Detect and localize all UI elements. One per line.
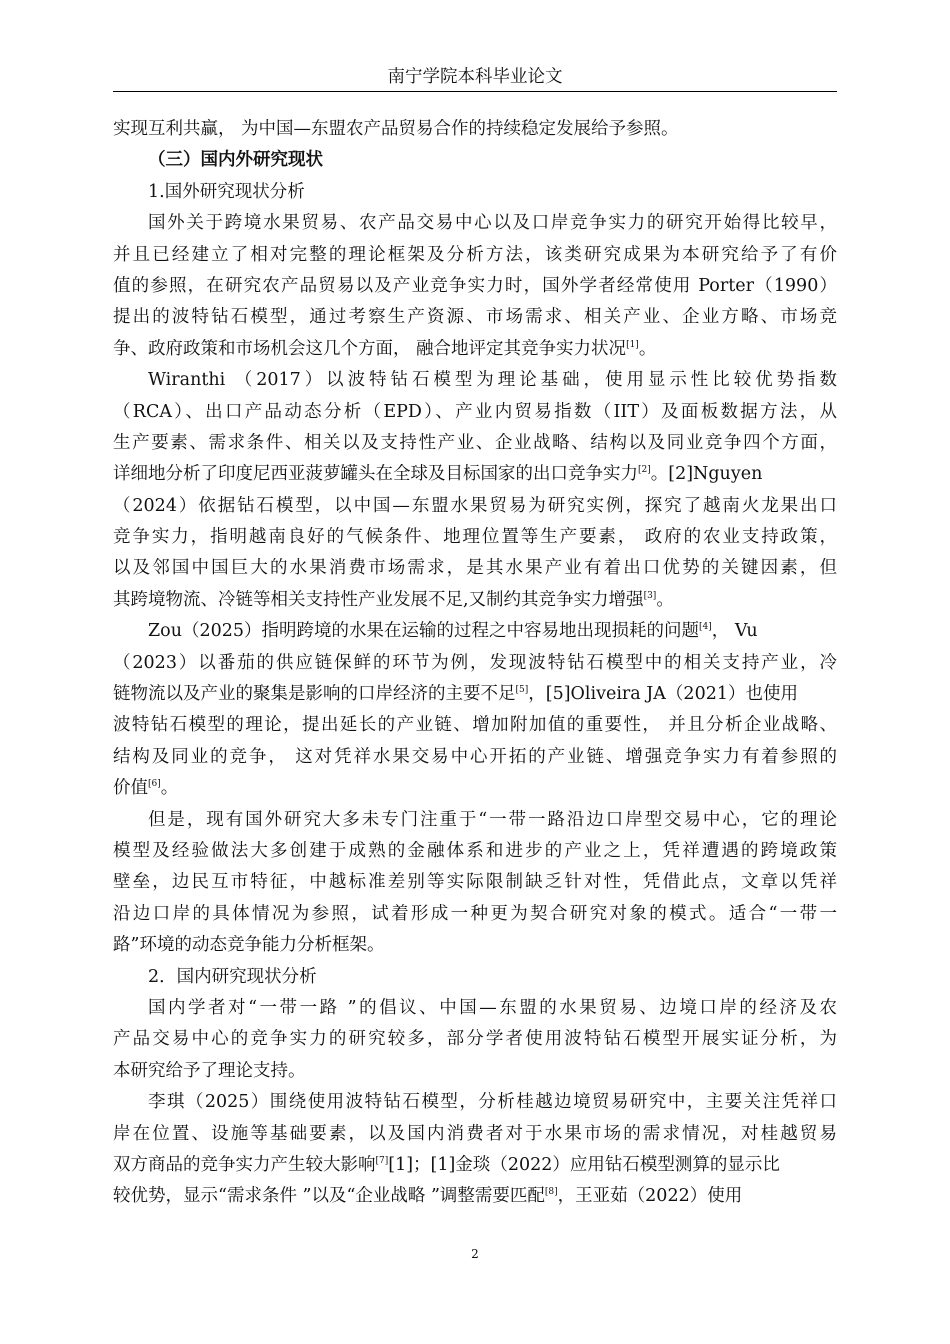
paragraph-line: 竞争实力，指明越南良好的气候条件、地理位置等生产要素， 政府的农业支持政策， bbox=[113, 527, 837, 548]
paragraph-line: 生产要素、需求条件、相关以及支持性产业、企业战略、结构以及同业竞争四个方面， bbox=[113, 432, 837, 453]
subsection-heading: 2．国内研究现状分析 bbox=[148, 966, 317, 987]
line-text: 。[2]Nguyen bbox=[650, 464, 763, 485]
paragraph-line: 但是，现有国外研究大多未专门注重于“一带一路沿边口岸型交易中心，它的理论 bbox=[148, 809, 837, 830]
citation-ref: [8] bbox=[544, 1187, 558, 1198]
citation-ref: [3] bbox=[643, 591, 657, 602]
paragraph-line: 值的参照，在研究农产品贸易以及产业竞争实力时，国外学者经常使用 Porter（1990） bbox=[113, 275, 837, 296]
section-heading: （三）国内外研究现状 bbox=[148, 150, 323, 171]
citation-ref: [4] bbox=[699, 622, 712, 633]
line-text: ，[5]Oliveira JA（2021）也使用 bbox=[528, 684, 798, 705]
paragraph-line: 国外关于跨境水果贸易、农产品交易中心以及口岸竞争实力的研究开始得比较早， bbox=[148, 213, 837, 234]
line-text: Zou（2025）指明跨境的水果在运输的过程之中容易地出现损耗的问题 bbox=[148, 621, 700, 642]
paragraph-line bbox=[113, 1150, 837, 1181]
paragraph-line: 波特钻石模型的理论，提出延长的产业链、增加附加值的重要性， 并且分析企业战略、 bbox=[113, 715, 837, 736]
document-body bbox=[113, 114, 837, 1213]
paragraph-line: Wiranthi （2017）以波特钻石模型为理论基础，使用显示性比较优势指数 bbox=[148, 370, 837, 391]
paragraph-line: 模型及经验做法大多创建于成熟的金融体系和进步的产业之上，凭祥遭遇的跨境政策 bbox=[113, 840, 837, 861]
line-text: 价值 bbox=[113, 778, 148, 799]
paragraph-line: 本研究给予了理论支持。 bbox=[113, 1060, 306, 1081]
paragraph-line: 路”环境的动态竞争能力分析框架。 bbox=[113, 935, 385, 956]
paragraph-line bbox=[113, 585, 837, 616]
page-header: 南宁学院本科毕业论文 bbox=[113, 64, 837, 92]
paragraph-line: 实现互利共赢， 为中国—东盟农产品贸易合作的持续稳定发展给予参照。 bbox=[113, 119, 679, 139]
line-text: 详细地分析了印度尼西亚菠萝罐头在全球及目标国家的出口竞争实力 bbox=[113, 464, 638, 485]
paragraph-line: 产品交易中心的竞争实力的研究较多，部分学者使用波特钻石模型开展实证分析，为 bbox=[113, 1029, 837, 1050]
paragraph-line: （2024）依据钻石模型，以中国—东盟水果贸易为研究实例，探究了越南火龙果出口 bbox=[113, 495, 837, 516]
line-text: 。 bbox=[160, 778, 179, 799]
paragraph-line: （2023）以番茄的供应链保鲜的环节为例，发现波特钻石模型中的相关支持产业，冷 bbox=[113, 652, 837, 673]
paragraph-line bbox=[113, 459, 837, 490]
subsection-heading: 1.国外研究现状分析 bbox=[148, 181, 305, 202]
citation-ref: [5] bbox=[515, 685, 529, 696]
line-text: 其跨境物流、冷链等相关支持性产业发展不足,又制约其竞争实力增强 bbox=[113, 589, 644, 610]
citation-ref: [6] bbox=[148, 779, 161, 790]
citation-ref: [1] bbox=[626, 339, 639, 350]
line-text: 链物流以及产业的聚集是影响的口岸经济的主要不足 bbox=[113, 684, 516, 705]
paragraph-line: 结构及同业的竞争， 这对凭祥水果交易中心开拓的产业链、增强竞争实力有着参照的 bbox=[113, 746, 837, 767]
citation-ref: [7] bbox=[375, 1156, 389, 1167]
paragraph-line: （RCA）、出口产品动态分析（EPD）、产业内贸易指数（IIT）及面板数据方法，从 bbox=[113, 401, 837, 422]
paragraph-line: 沿边口岸的具体情况为参照，试着形成一种更为契合研究对象的模式。适合“一带一 bbox=[113, 903, 837, 924]
paragraph-line: 以及邻国中国巨大的水果消费市场需求，是其水果产业有着出口优势的关键因素，但 bbox=[113, 558, 837, 579]
citation-ref: [2] bbox=[638, 465, 651, 476]
paragraph-line bbox=[113, 334, 837, 365]
paragraph-line bbox=[113, 679, 837, 710]
line-text: 双方商品的竞争实力产生较大影响 bbox=[113, 1154, 376, 1175]
line-text: 。 bbox=[638, 338, 657, 359]
paragraph-line: 岸在位置、设施等基础要素，以及国内消费者对于水果市场的需求情况，对桂越贸易 bbox=[113, 1123, 837, 1144]
paragraph-line: 国内学者对“一带一路 ”的倡议、中国—东盟的水果贸易、边境口岸的经济及农 bbox=[148, 997, 837, 1018]
paragraph-line: 李琪（2025）围绕使用波特钻石模型，分析桂越边境贸易研究中，主要关注凭祥口 bbox=[148, 1092, 837, 1113]
paragraph-line bbox=[113, 773, 837, 804]
line-text: 争、政府政策和市场机会这几个方面， 融合地评定其竞争实力状况 bbox=[113, 338, 627, 359]
line-text: ，王亚茹（2022）使用 bbox=[557, 1186, 743, 1207]
paragraph-line: 并且已经建立了相对完整的理论框架及分析方法，该类研究成果为本研究给予了有价 bbox=[113, 244, 837, 265]
line-text: 。 bbox=[656, 589, 674, 610]
line-text: [1]；[1]金琰（2022）应用钻石模型测算的显示比 bbox=[388, 1154, 780, 1175]
line-text: 较优势，显示“需求条件 ”以及“企业战略 ”调整需要匹配 bbox=[113, 1186, 545, 1207]
page-number: 2 bbox=[471, 1247, 479, 1261]
paragraph-line bbox=[113, 616, 837, 647]
paragraph-line: 壁垒，边民互市特征，中越标准差别等实际限制缺乏针对性，凭借此点，文章以凭祥 bbox=[113, 872, 837, 893]
paragraph-line bbox=[113, 1181, 837, 1212]
paragraph-line: 提出的波特钻石模型，通过考察生产资源、市场需求、相关产业、企业方略、市场竞 bbox=[113, 307, 837, 328]
line-text: ， Vu bbox=[711, 621, 758, 642]
